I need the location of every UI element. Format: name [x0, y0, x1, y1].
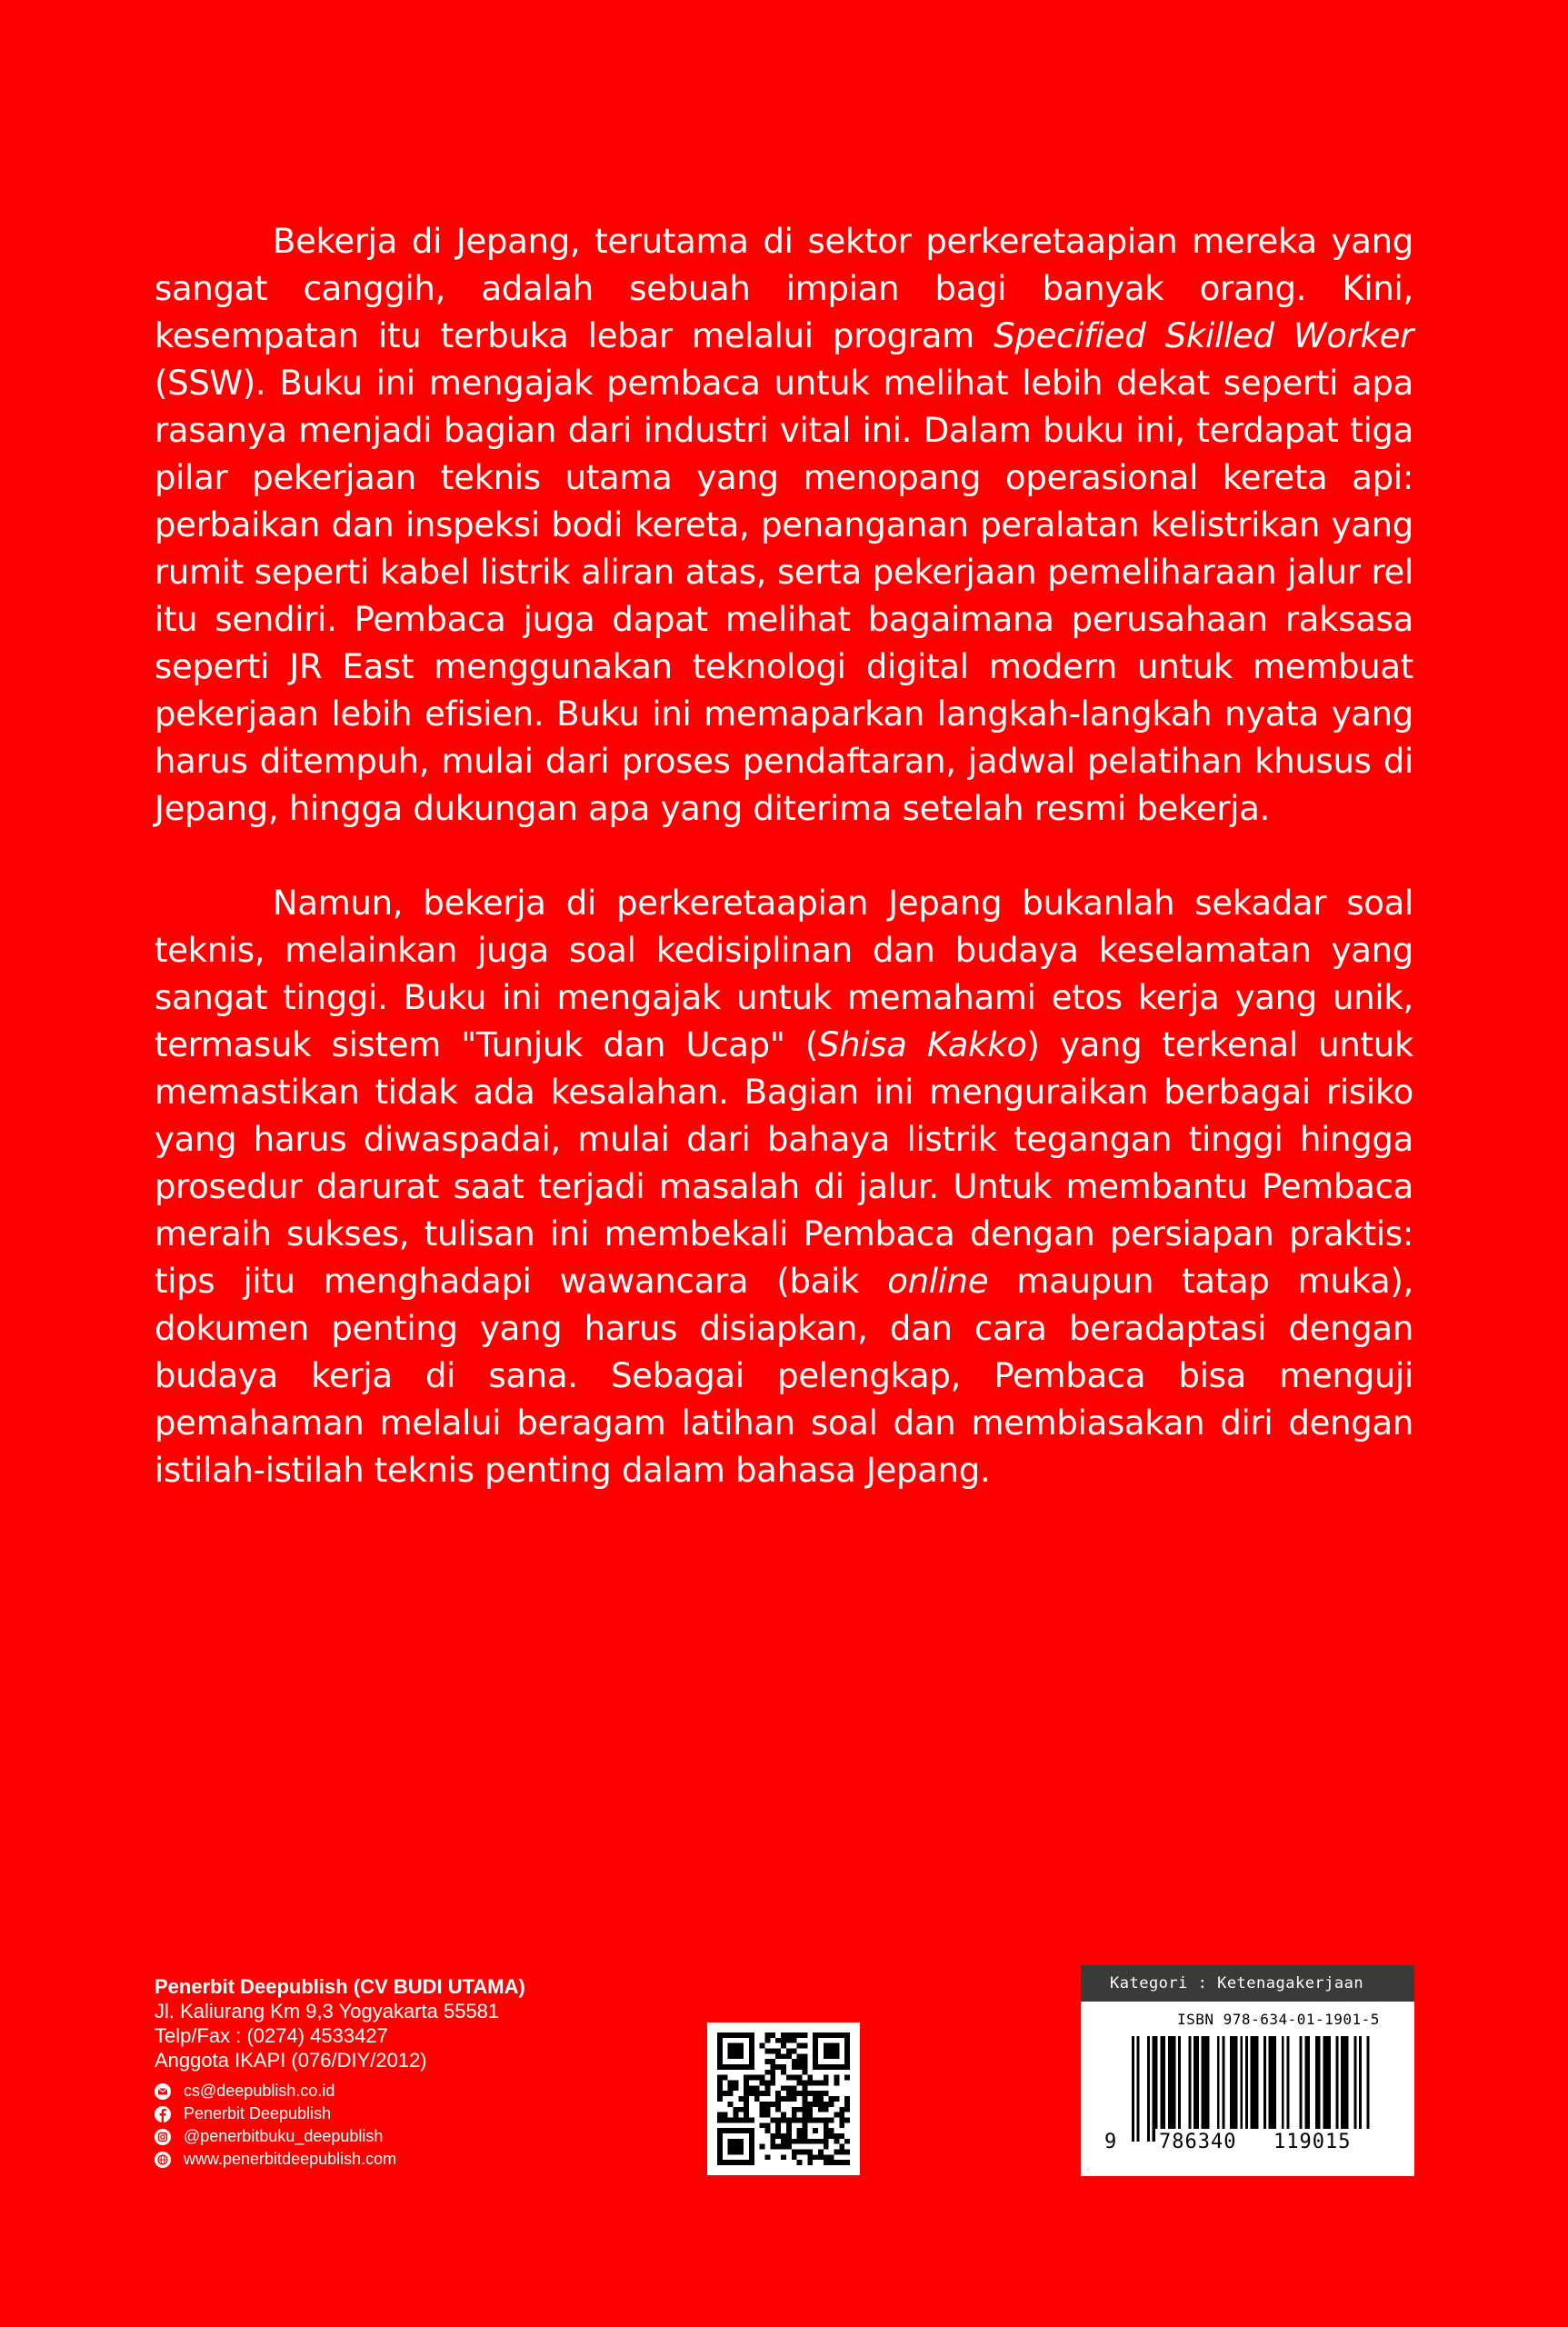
barcode-bar — [1153, 2036, 1155, 2142]
contact-email: cs@deepublish.co.id — [155, 2080, 664, 2102]
blurb-paragraph-2: Namun, bekerja di perkeretaapian Jepang bukanlah sekadar soal teknis, melainkan juga soal kedisiplinan dan budaya keselamatan yang sangat tinggi. Buku ini mengajak untuk memahami etos kerja yang unik, termasuk sistem "Tunjuk dan Ucap" (Shisa Kakko) yang terkenal untuk memastikan tidak ada kesalahan. Bagian ini menguraikan berbagai risiko yang harus diwaspadai, mulai dari bahaya listrik tegangan tinggi hingga prosedur darurat saat terjadi masalah di jalur. Untuk membantu Pembaca meraih sukses, tulisan ini membekali Pembaca dengan persiapan praktis: tips jitu menghadapi wawancara (baik online maupun tatap muka), dokumen penting yang harus disiapkan, dan cara beradaptasi dengan budaya kerja di sana. Sebagai pelengkap, Pembaca bisa menguji pemahaman melalui beragam latihan soal dan membiasakan diri dengan istilah-istilah teknis penting dalam bahasa Jepang. — [155, 884, 1414, 1490]
barcode-bar — [1346, 2036, 1349, 2142]
barcode-bar — [1204, 2036, 1207, 2142]
qr-code — [707, 2022, 860, 2175]
barcode-bar — [1328, 2036, 1331, 2142]
publisher-info — [155, 1974, 664, 2171]
barcode-bar — [1171, 2036, 1174, 2142]
italic-term: online — [887, 1262, 989, 1301]
barcode-bar — [1269, 2036, 1272, 2142]
barcode-bar — [1359, 2036, 1362, 2142]
barcode-digits-right: 119015 — [1273, 2131, 1352, 2153]
barcode-bar — [1222, 2036, 1224, 2142]
isbn-number: ISBN 978-634-01-1901-5 — [1177, 2011, 1380, 2028]
barcode-bar — [1271, 2036, 1273, 2142]
barcode-bar — [1173, 2036, 1175, 2142]
back-cover-blurb — [155, 218, 1413, 1494]
category-label: Kategori : Ketenagakerjaan — [1081, 1965, 1414, 2002]
contact-instagram: @penerbitbuku_deepublish — [155, 2125, 664, 2148]
contact-facebook: Penerbit Deepublish — [155, 2102, 664, 2125]
facebook-icon — [155, 2106, 171, 2122]
barcode-bar — [1189, 2036, 1192, 2142]
barcode-bar — [1307, 2036, 1310, 2142]
publisher-contacts — [155, 2080, 664, 2171]
barcode-bar — [1193, 2036, 1196, 2142]
barcode-bar — [1343, 2036, 1346, 2142]
barcode-bar — [1196, 2036, 1199, 2142]
barcode-bar — [1255, 2036, 1258, 2142]
barcode-bar — [1341, 2036, 1343, 2142]
barcode-bar — [1315, 2036, 1318, 2142]
barcode-bar — [1253, 2036, 1256, 2142]
blurb-paragraph-1: Bekerja di Jepang, terutama di sektor perkeretaapian mereka yang sangat canggih, adalah sebuah impian bagi banyak orang. Kini, kesempatan itu terbuka lebar melalui program Specified Skilled Worker (SSW). Buku ini mengajak pembaca untuk melihat lebih dekat seperti apa rasanya menjadi bagian dari industri vital ini. Dalam buku ini, terdapat tiga pilar pekerjaan teknis utama yang menopang operasional kereta api: perbaikan dan inspeksi bodi kereta, penanganan peralatan kelistrikan yang rumit seperti kabel listrik aliran atas, serta pekerjaan pemeliharaan jalur rel itu sendiri. Pembaca juga dapat melihat bagaimana perusahaan raksasa seperti JR East menggunakan teknologi digital modern untuk membuat pekerjaan lebih efisien. Buku ini memaparkan langkah-langkah nyata yang harus ditempuh, mulai dari proses pendaftaran, jadwal pelatihan khusus di Jepang, hingga dukungan apa yang diterima setelah resmi bekerja. — [155, 222, 1413, 828]
barcode-bar — [1155, 2036, 1158, 2142]
barcode-bar — [1300, 2036, 1303, 2142]
barcode-bar — [1202, 2036, 1204, 2142]
barcode-bar — [1206, 2036, 1209, 2142]
barcode-bar — [1304, 2036, 1307, 2142]
barcode-bar — [1353, 2036, 1356, 2142]
barcode-bar — [1160, 2036, 1163, 2142]
publisher-address: Jl. Kaliurang Km 9,3 Yogyakarta 55581 — [155, 2000, 500, 2022]
barcode-bar — [1163, 2036, 1165, 2142]
barcode-bar — [1137, 2036, 1140, 2142]
barcode-bar — [1245, 2036, 1248, 2142]
barcode-bar — [1287, 2036, 1290, 2142]
publisher-name: Penerbit Deepublish (CV BUDI UTAMA) — [155, 1975, 525, 1998]
globe-icon — [155, 2152, 171, 2168]
italic-term: Shisa Kakko — [817, 1025, 1027, 1064]
barcode-bar — [1147, 2036, 1150, 2142]
email-icon — [155, 2083, 171, 2100]
publisher-phone: Telp/Fax : (0274) 4533427 — [155, 2024, 388, 2047]
instagram-icon — [155, 2129, 171, 2145]
barcode-panel — [1081, 2002, 1414, 2176]
isbn-barcode-block — [1081, 1965, 1414, 2176]
barcode-lead-digit: 9 — [1104, 2131, 1117, 2153]
barcode-bar — [1273, 2036, 1276, 2142]
barcode-bar — [1235, 2036, 1238, 2142]
publisher-membership: Anggota IKAPI (076/DIY/2012) — [155, 2049, 427, 2072]
barcode-bar — [1282, 2036, 1284, 2142]
barcode-digits-left: 786340 — [1159, 2131, 1237, 2153]
barcode-bar — [1263, 2036, 1266, 2142]
barcode-bar — [1251, 2036, 1253, 2142]
barcode-bar — [1336, 2036, 1339, 2142]
barcode-bar — [1168, 2036, 1171, 2142]
qr-code-image — [717, 2032, 850, 2165]
barcode-bar — [1367, 2036, 1370, 2142]
barcode-bar — [1240, 2036, 1243, 2142]
barcode-bar — [1178, 2036, 1181, 2142]
barcode-bar — [1318, 2036, 1321, 2142]
italic-term: Specified Skilled Worker — [994, 316, 1413, 355]
barcode-bar — [1323, 2036, 1325, 2142]
barcode-bar — [1230, 2036, 1233, 2142]
barcode-bar — [1325, 2036, 1328, 2142]
barcode-bars — [1132, 2036, 1377, 2142]
barcode-bar — [1217, 2036, 1220, 2142]
barcode-bar — [1233, 2036, 1235, 2142]
barcode-bar — [1132, 2036, 1134, 2142]
contact-website: www.penerbitdeepublish.com — [155, 2148, 664, 2171]
